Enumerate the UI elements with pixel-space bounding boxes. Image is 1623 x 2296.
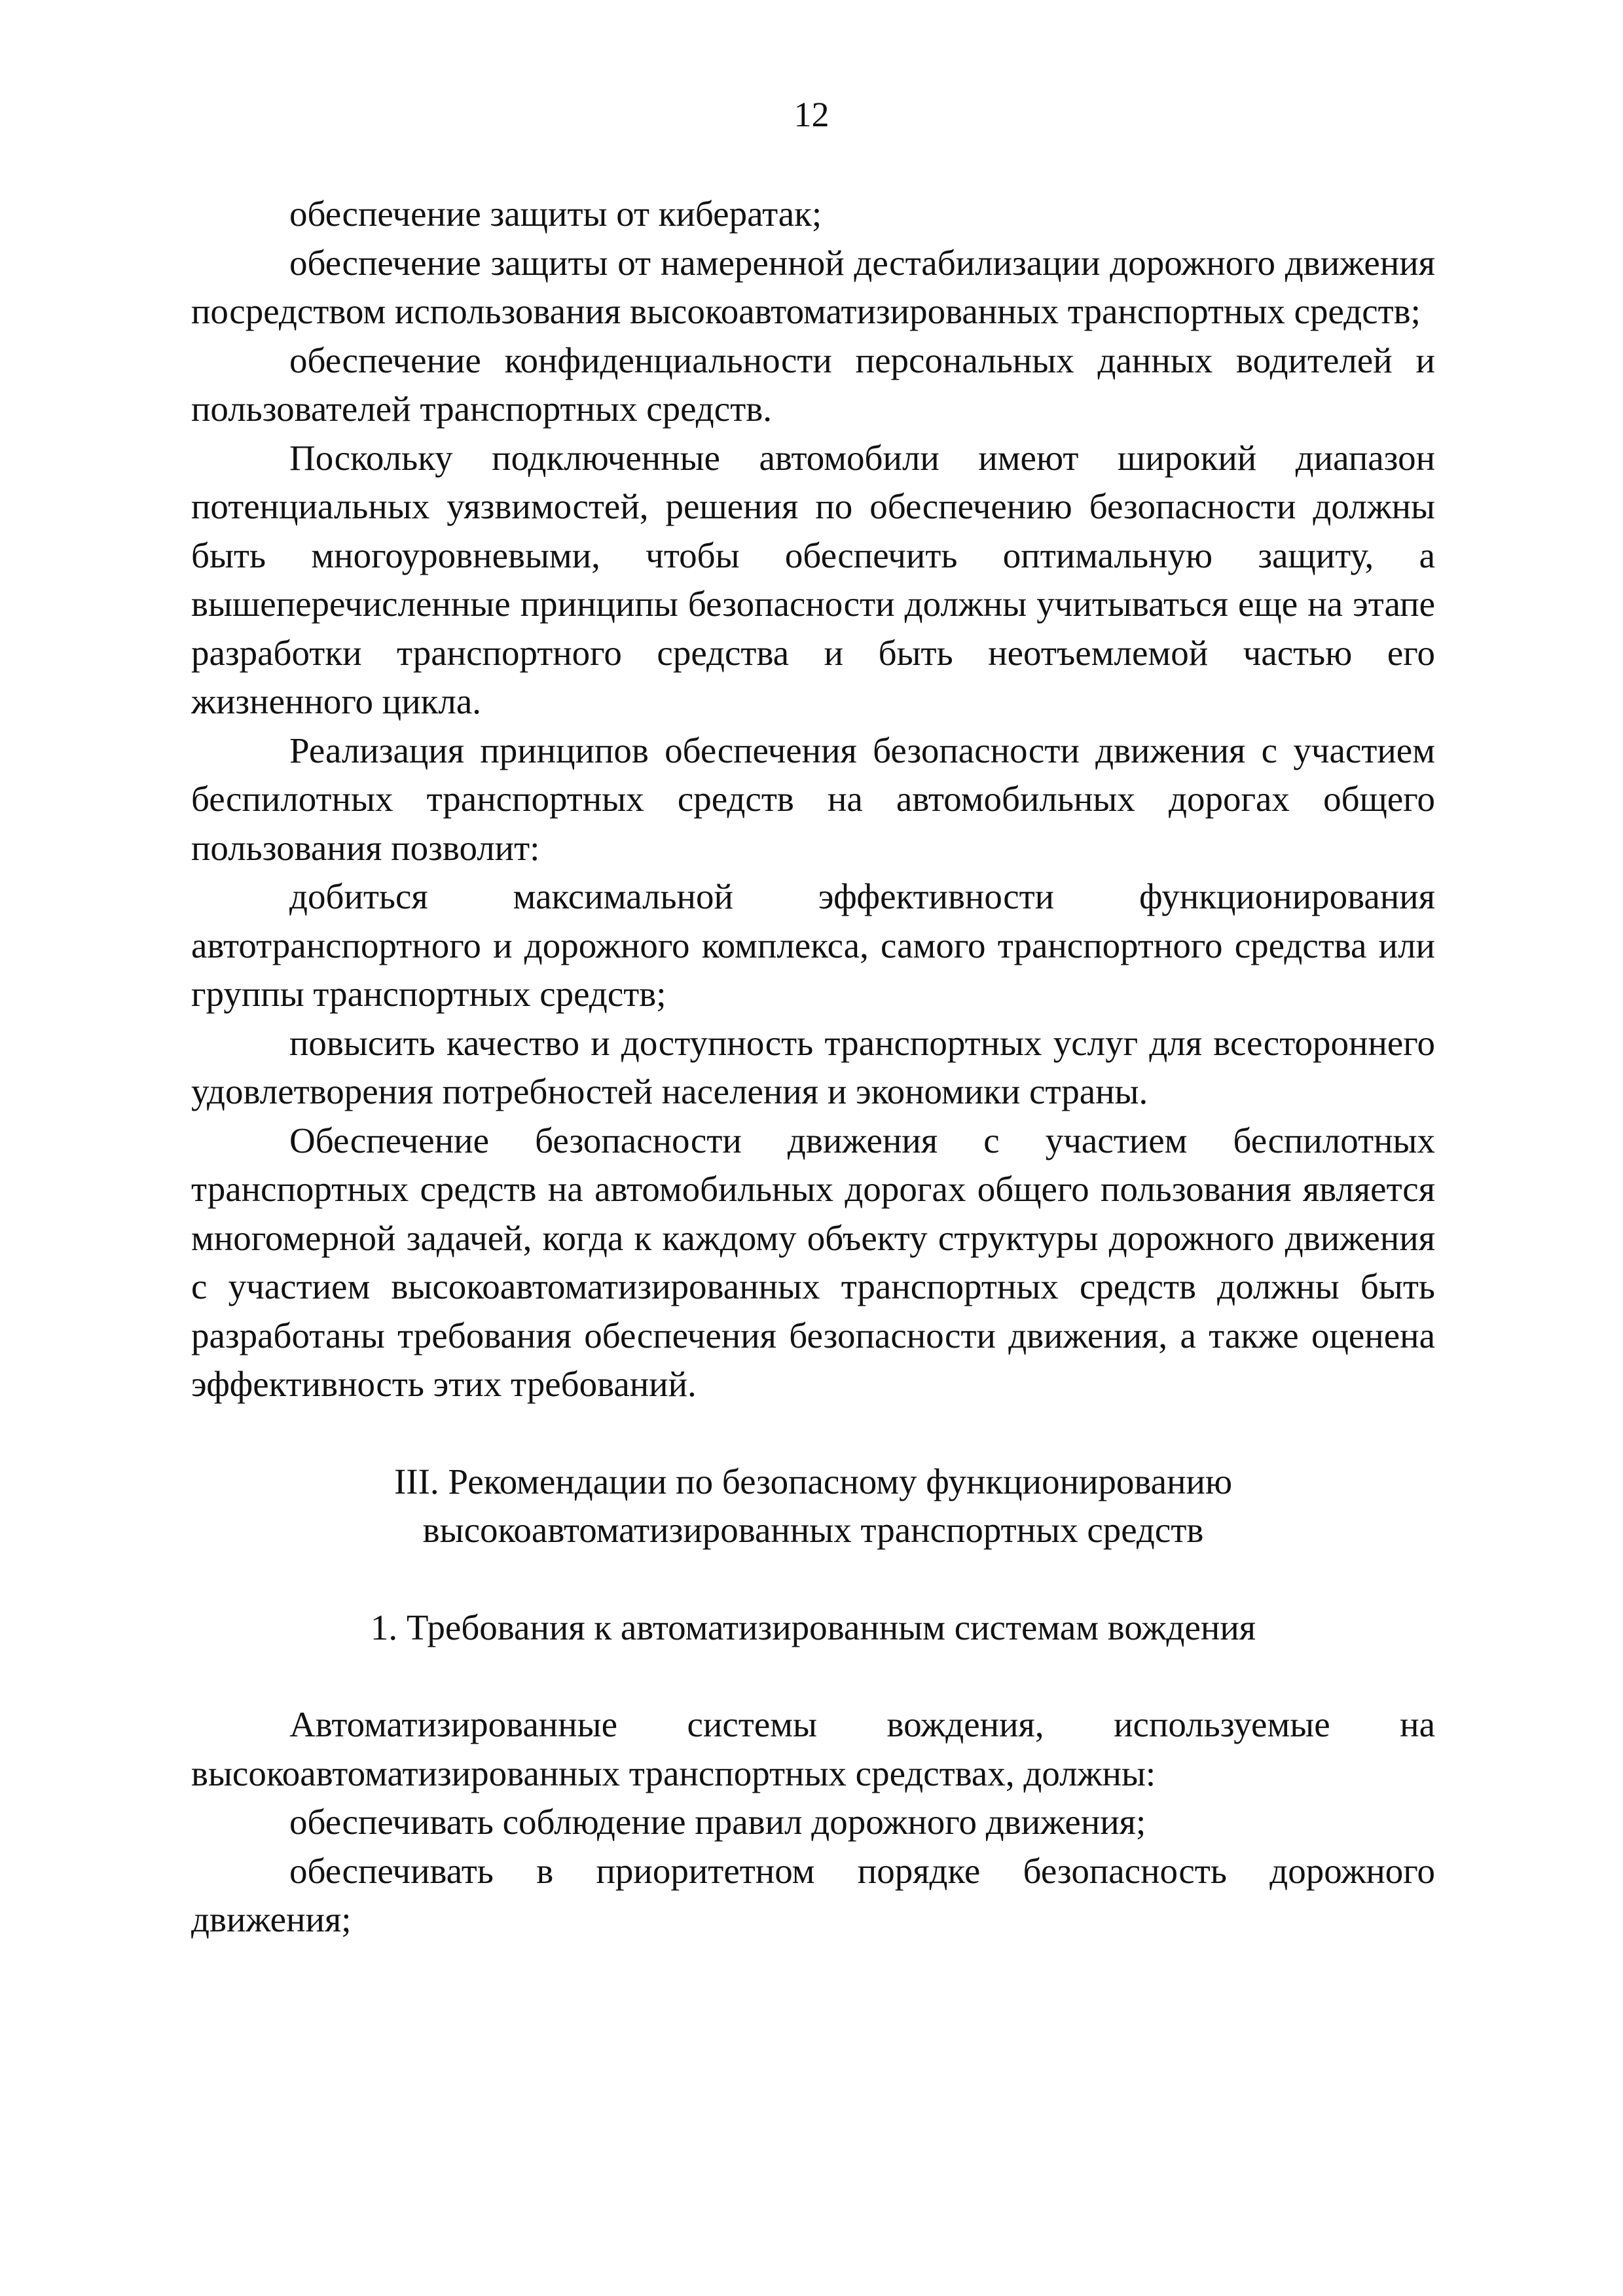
paragraph-implementation-principles: Реализация принципов обеспечения безопасности движения с участием беспилотных транспортных средств на автомобильных дорогах общего пользования позволит:: [191, 730, 1435, 868]
paragraph-multidimensional-task: Обеспечение безопасности движения с участием беспилотных транспортных средств на автомобильных дорогах общего пользования является многомерной задачей, когда к каждому объекту структуры дорожного движения с участием высокоавтоматизированных транспортных средств должны быть разработаны требования обеспечения безопасности движения, а также оценена эффективность этих требований.: [191, 1120, 1435, 1404]
paragraph-safety-priority: обеспечивать в приоритетном порядке безопасность дорожного движения;: [191, 1850, 1435, 1939]
paragraph-cyberattack-protection: обеспечение защиты от кибератак;: [289, 194, 822, 234]
spacer: [191, 1652, 1435, 1700]
paragraph-max-efficiency: добиться максимальной эффективности функционирования автотранспортного и дорожного комплекса, самого транспортного средства или группы транспортных средств;: [191, 876, 1435, 1014]
subsection-heading: 1. Требования к автоматизированным системам вождения: [370, 1607, 1256, 1647]
paragraph-service-quality: повысить качество и доступность транспортных услуг для всестороннего удовлетворения потребностей населения и экономики страны.: [191, 1022, 1435, 1111]
paragraph-multilevel-security: Поскольку подключенные автомобили имеют широкий диапазон потенциальных уязвимостей, решения по обеспечению безопасности должны быть многоуровневыми, чтобы обеспечить оптимальную защиту, а вышеперечисленные принципы безопасности должны учитываться еще на этапе разработки транспортного средства и быть неотъемлемой частью его жизненного цикла.: [191, 437, 1435, 721]
paragraph-traffic-rules-compliance: обеспечивать соблюдение правил дорожного движения;: [289, 1802, 1146, 1842]
spacer: [191, 1409, 1435, 1458]
section-heading-line-1: III. Рекомендации по безопасному функционированию: [393, 1461, 1233, 1501]
paragraph-destabilization-protection: обеспечение защиты от намеренной дестабилизации дорожного движения посредством использования высокоавтоматизированных транспортных средств;: [191, 242, 1435, 331]
spacer: [191, 1555, 1435, 1604]
page-number: 12: [793, 95, 830, 134]
paragraph-ads-requirements-intro: Автоматизированные системы вождения, используемые на высокоавтоматизированных транспортных средствах, должны:: [191, 1704, 1435, 1793]
page-body: [191, 190, 1435, 1945]
paragraph-personal-data-confidentiality: обеспечение конфиденциальности персональных данных водителей и пользователей транспортных средств.: [191, 340, 1435, 429]
section-heading-line-2: высокоавтоматизированных транспортных средств: [422, 1510, 1204, 1550]
